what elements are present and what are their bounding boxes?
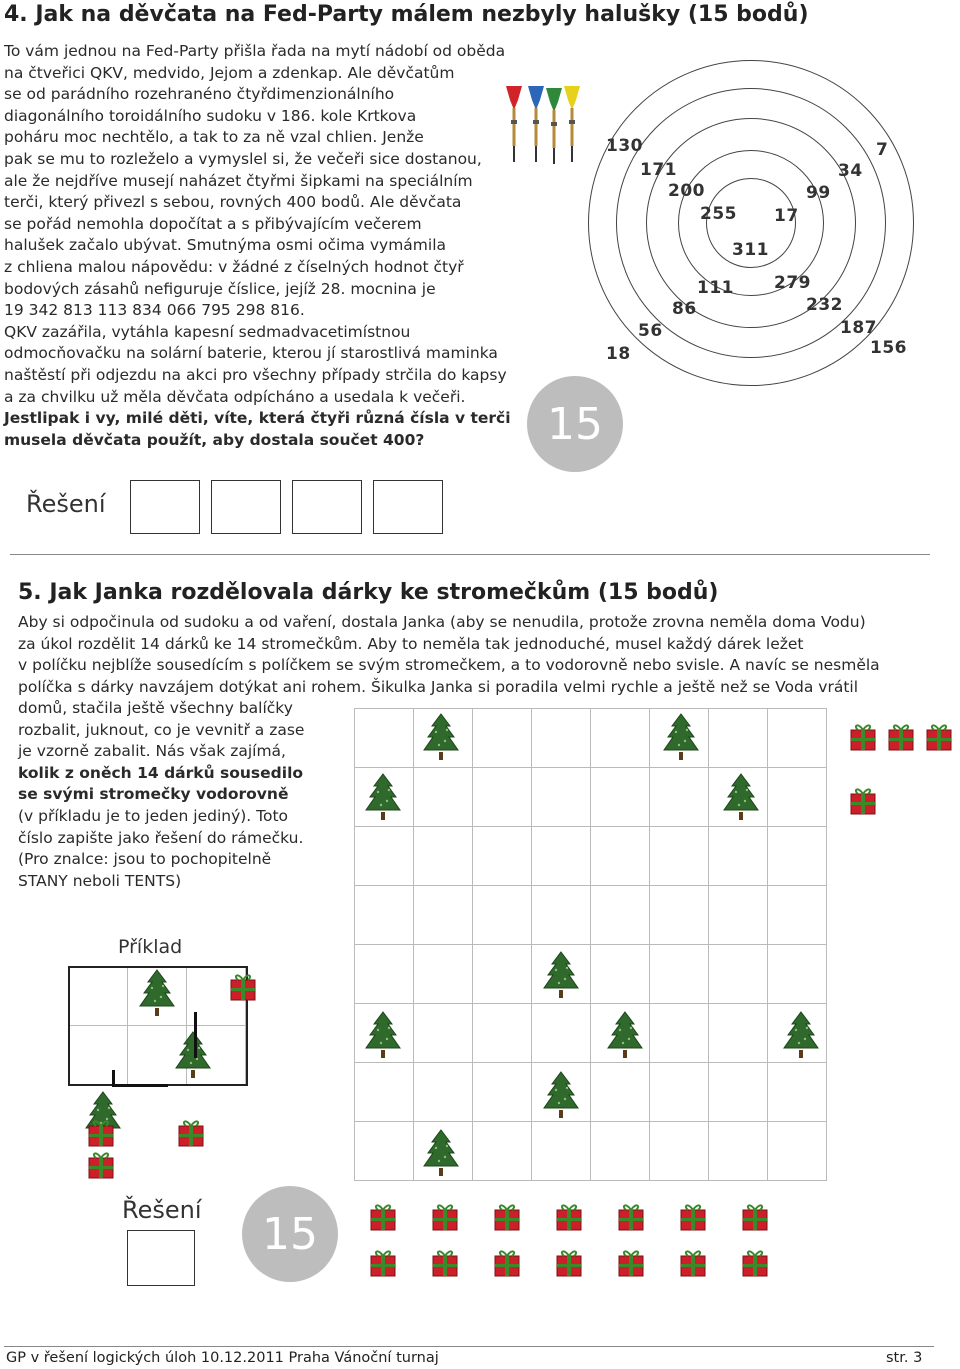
task4-line: musela děvčata použít, aby dostala součet 400? — [4, 430, 425, 449]
dart-number: 86 — [672, 299, 697, 319]
task4-line: 19 342 813 113 834 066 795 298 816. — [4, 301, 305, 320]
tree-icon — [420, 1128, 464, 1178]
task5-line: Aby si odpočinula od sudoku a od vaření, dostala Janka (aby se nenudila, protože zrovna neměla doma Vodu) — [18, 613, 866, 631]
tree-icon — [362, 772, 406, 822]
dart-number: 17 — [774, 206, 799, 226]
connector-line — [194, 1012, 197, 1058]
section-divider — [10, 554, 930, 555]
task5-line: číslo zapište jako řešení do rámečku. — [18, 828, 304, 847]
answer-box-3[interactable] — [292, 480, 362, 534]
task4-line: bodových zásahů nefiguruje číslice, jejíž 28. mocnina je — [4, 279, 436, 298]
gift-icon — [176, 1116, 206, 1148]
dart-number: 18 — [606, 344, 631, 364]
gift-icon — [554, 1246, 584, 1278]
task4-line: z chliena malou nápovědu: v žádné z číselných hodnot čtyř — [4, 257, 464, 276]
gift-icon — [368, 1200, 398, 1232]
gift-icon — [616, 1200, 646, 1232]
gift-icon — [924, 720, 954, 752]
example-label: Příklad — [118, 936, 183, 958]
task4-line: terči, který přivezl s sebou, rovných 400 bodů. Ale děvčata — [4, 193, 462, 212]
task5-line: domů, stačila ještě všechny balíčky — [18, 699, 293, 717]
tree-icon — [362, 1010, 406, 1060]
dart-number: 255 — [700, 204, 737, 224]
task4-line: QKV zazářila, vytáhla kapesní sedmadvacetimístnou — [4, 322, 411, 341]
task4-line: se od parádního rozehranéno čtyřdimenzionálního — [4, 85, 395, 104]
connector-line — [112, 1084, 168, 1087]
dart-number: 200 — [668, 181, 705, 201]
task5-text — [18, 612, 942, 698]
task4-line: a za chvilku už měla děvčata odpícháno a usedala k večeři. — [4, 387, 466, 406]
tree-icon — [780, 1010, 824, 1060]
task4-line: na čtveřici QKV, medvido, Jejom a zdenkap. Ale děvčatům — [4, 63, 455, 82]
task4-line: poháru moc nechtělo, a tak to za ně vzal chlien. Jenže — [4, 128, 424, 147]
gift-icon — [492, 1200, 522, 1232]
answer-box-4[interactable] — [373, 480, 443, 534]
task4-line: naštěstí při odjezdu na akci pro všechny případy strčila do kapsy — [4, 365, 507, 384]
task4-text — [4, 41, 544, 451]
answer-box-2[interactable] — [211, 480, 281, 534]
gift-icon — [848, 720, 878, 752]
answer-box[interactable] — [127, 1230, 195, 1286]
task4-title: 4. Jak na děvčata na Fed-Party málem nezbyly halušky (15 bodů) — [4, 2, 809, 27]
gift-icon — [228, 970, 258, 1002]
solution-label: Řešení — [26, 490, 106, 518]
page-number: str. 3 — [886, 1350, 923, 1366]
gift-icon — [430, 1200, 460, 1232]
dart-number: 187 — [840, 318, 877, 338]
footer-divider — [4, 1346, 934, 1347]
tree-icon — [136, 968, 180, 1018]
task5-title: 5. Jak Janka rozdělovala dárky ke stromečkům (15 bodů) — [18, 580, 719, 605]
task5-line: v políčku nejblíže sousedícím s políčkem se svým stromečkem, a to vodorovně nebo svisle. A navíc se nesměla — [18, 656, 880, 675]
task4-line: pak se mu to rozleželo a vymyslel si, že večeři sice dostanou, — [4, 149, 482, 168]
dart-number: 34 — [838, 161, 863, 181]
tree-icon — [540, 950, 584, 1000]
task4-line: Jestlipak i vy, milé děti, víte, která čtyři různá čísla v terči — [4, 409, 511, 428]
task4-line: To vám jednou na Fed-Party přišla řada na mytí nádobí od oběda — [4, 42, 506, 60]
answer-box-1[interactable] — [130, 480, 200, 534]
gift-icon — [430, 1246, 460, 1278]
blue-dart-icon — [528, 86, 544, 162]
gift-icon — [86, 1116, 116, 1148]
task5-line: (v příkladu je to jeden jediný). Toto — [18, 806, 289, 825]
dart-number: 130 — [606, 136, 643, 156]
dart-number: 111 — [697, 278, 734, 298]
dart-number: 311 — [732, 240, 769, 260]
dart-number: 99 — [806, 183, 831, 203]
green-dart-icon — [546, 88, 562, 164]
tree-icon — [420, 712, 464, 762]
gift-icon — [554, 1200, 584, 1232]
darts-illustration — [502, 82, 592, 172]
tree-icon — [540, 1070, 584, 1120]
task5-line: rozbalit, juknout, co je vevnitř a zase — [18, 720, 305, 739]
points-badge: 15 — [527, 376, 623, 472]
connector-line — [112, 1070, 115, 1086]
task5-line: kolik z oněch 14 dárků sousedilo — [18, 763, 304, 782]
tree-icon — [604, 1010, 648, 1060]
task5-line: za úkol rozdělit 14 dárků ke 14 stromečkům. Aby to neměla tak jednoduché, musel každý dárek ležet — [18, 634, 804, 653]
task4-line: odmocňovačku na solární baterie, kterou jí starostlivá maminka — [4, 344, 498, 363]
yellow-dart-icon — [564, 86, 580, 162]
gift-icon — [368, 1246, 398, 1278]
task4-line: se pořád nemohla dopočítat a s přibývajícím večerem — [4, 214, 422, 233]
task5-line: políčka s dárky navzájem dotýkat ani rohem. Šikulka Janka si poradila velmi rychle a ještě než se Voda vrátil — [18, 677, 859, 696]
tree-icon — [720, 772, 764, 822]
dart-number: 279 — [774, 273, 811, 293]
footer-left: GP v řešení logických úloh 10.12.2011 Praha Vánoční turnaj — [6, 1350, 439, 1366]
gift-icon — [678, 1200, 708, 1232]
tree-icon — [660, 712, 704, 762]
gift-icon — [886, 720, 916, 752]
task5-line: STANY neboli TENTS) — [18, 871, 182, 890]
points-badge: 15 — [242, 1186, 338, 1282]
task4-line: halušek začalo ubývat. Smutnýma osmi očima vymámila — [4, 236, 447, 255]
task5-side-text — [18, 698, 348, 892]
task4-line: ale že nejdříve musejí naházet čtyřmi šipkami na speciálním — [4, 171, 473, 190]
task5-line: je vzorně zabalit. Nás však zajímá, — [18, 742, 286, 761]
gift-icon — [740, 1246, 770, 1278]
gift-icon — [678, 1246, 708, 1278]
gift-icon — [492, 1246, 522, 1278]
task4-line: diagonálního toroidálního sudoku v 186. kole Krtkova — [4, 106, 417, 125]
dart-number: 232 — [806, 295, 843, 315]
gift-icon — [86, 1148, 116, 1180]
dart-number: 56 — [638, 321, 663, 341]
task5-line: (Pro znalce: jsou to pochopitelně — [18, 850, 272, 869]
gift-icon — [616, 1246, 646, 1278]
dart-number: 7 — [876, 140, 889, 160]
gift-icon — [740, 1200, 770, 1232]
solution-label: Řešení — [122, 1196, 202, 1224]
red-dart-icon — [506, 86, 522, 162]
task5-line: se svými stromečky vodorovně — [18, 785, 289, 804]
gift-icon — [848, 784, 878, 816]
dart-number: 156 — [870, 338, 907, 358]
dart-number: 171 — [640, 160, 677, 180]
